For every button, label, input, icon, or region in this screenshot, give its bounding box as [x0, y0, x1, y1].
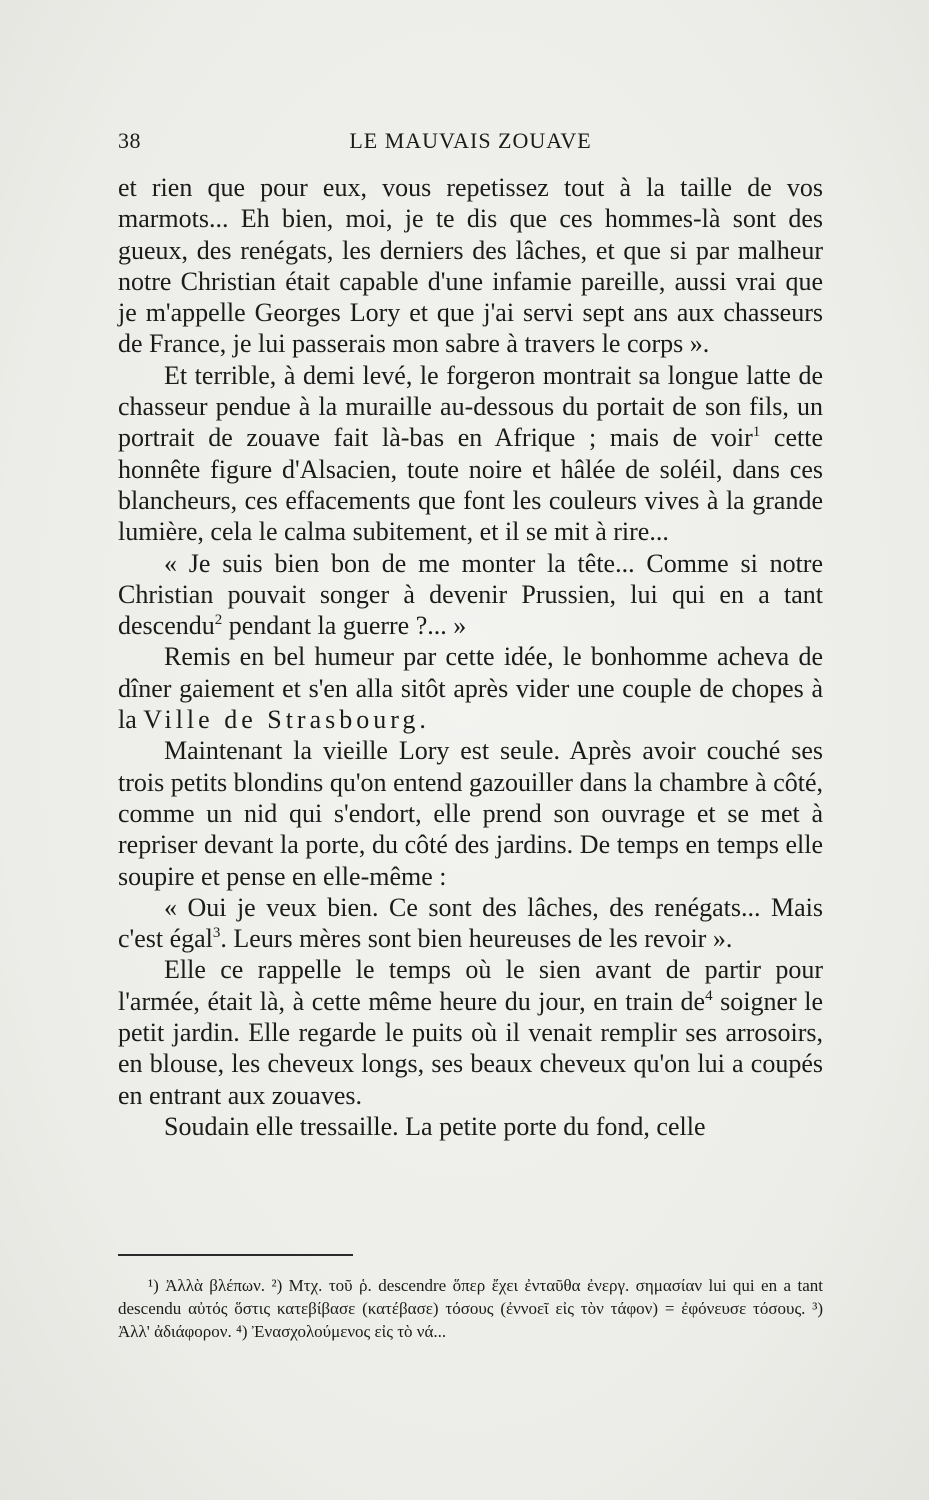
paragraph-3 — [118, 548, 823, 642]
footnotes — [118, 1274, 823, 1343]
paragraph-2 — [118, 360, 823, 548]
paragraph-8-text: Soudain elle tressaille. La petite porte du fond, celle — [164, 1111, 706, 1141]
paragraph-2-text-a: Et terrible, à demi levé, le forgeron montrait sa longue latte de chasseur pendue à la muraille au-dessous du portait de son fils, un portrait de zouave fait là-bas en Afrique ; mais de voir — [118, 360, 823, 453]
paragraph-5 — [118, 735, 823, 891]
paragraph-8 — [118, 1111, 823, 1142]
paragraph-7-text-b: soigner le petit jardin. Elle regarde le puits où il venait remplir ses arrosoirs, en blouse, les cheveux longs, ses beaux cheveux qu'on lui a coupés en entrant aux zouaves. — [118, 986, 823, 1110]
paragraph-7-text-a: Elle ce rappelle le temps où le sien avant de partir pour l'armée, était là, à cette même heure du jour, en train de — [118, 955, 823, 1016]
paragraph-4 — [118, 641, 823, 735]
page-header — [118, 128, 823, 158]
paragraph-7 — [118, 954, 823, 1110]
footnote-ref-4: 4 — [705, 987, 713, 1004]
paragraph-2-text-b: cette honnête figure d'Alsacien, toute noire et hâlée de soléil, dans ces blancheurs, ces effacements que font les couleurs vives à la grande lumière, cela le calma subitement, et il se mit à rire... — [118, 423, 823, 547]
footnote-block: ¹) Ἀλλὰ βλέπων. ²) Μτχ. τοῦ ῥ. descendre ὅπερ ἔχει ἐνταῦθα ἐνεργ. σημασίαν lui qui en a tant descendu αὐτός ὅστις κατεβίβασε (κατέβασε) τόσους (ἐννοεῖ εἰς τὸν τάφον) = ἐφόνευσε τόσους. ³) Ἀλλ' ἀδιάφορον. ⁴) Ἐνασχολούμενος εἰς τὸ νά... — [118, 1276, 823, 1341]
running-title: LE MAUVAIS ZOUAVE — [349, 128, 592, 153]
paragraph-4-text-a: Remis en bel humeur par cette idée, le bonhomme acheva de dîner gaiement et s'en alla sitôt après vider une couple de chopes à la — [118, 642, 823, 735]
paragraph-3-text-a: « Je suis bien bon de me monter la tête... Comme si notre Christian pouvait songer à devenir Prussien, lui qui en a tant descendu — [118, 548, 823, 641]
paragraph-6 — [118, 892, 823, 955]
footnote-ref-1: 1 — [752, 424, 761, 441]
paragraph-3-text-b: pendant la guerre ?... » — [222, 611, 467, 641]
body-text — [118, 172, 823, 1142]
paragraph-1 — [118, 172, 823, 360]
paragraph-5-text: Maintenant la vieille Lory est seule. Après avoir couché ses trois petits blondins qu'on entend gazouiller dans la chambre à côté, comme un nid qui s'endort, elle prend son ouvrage et se met à repriser devant la porte, du côté des jardins. De temps en temps elle soupire et pense en elle-même : — [118, 736, 823, 891]
paragraph-6-text-a: « Oui je veux bien. Ce sont des lâches, des renégats... Mais c'est égal — [118, 892, 823, 954]
footnote-divider — [118, 1254, 353, 1256]
paragraph-6-text-b: . Leurs mères sont bien heureuses de les revoir ». — [220, 924, 733, 954]
footnote-ref-2: 2 — [214, 612, 223, 629]
footnote-ref-3: 3 — [212, 925, 221, 942]
page-number: 38 — [118, 128, 141, 153]
paragraph-1-text: et rien que pour eux, vous repetissez tout à la taille de vos marmots... Eh bien, moi, je te dis que ces hommes-là sont des gueux, des renégats, les derniers des lâches, et que si par malheur notre Christian était capable d'une infamie pareille, aussi vrai que je m'appelle Georges Lory et que j'ai servi sept ans aux chasseurs de France, je lui passerais mon sabre à travers le corps ». — [118, 173, 823, 359]
inn-name-spaced: Ville de Strasbourg — [143, 705, 420, 735]
paragraph-4-text-b: . — [419, 705, 426, 735]
